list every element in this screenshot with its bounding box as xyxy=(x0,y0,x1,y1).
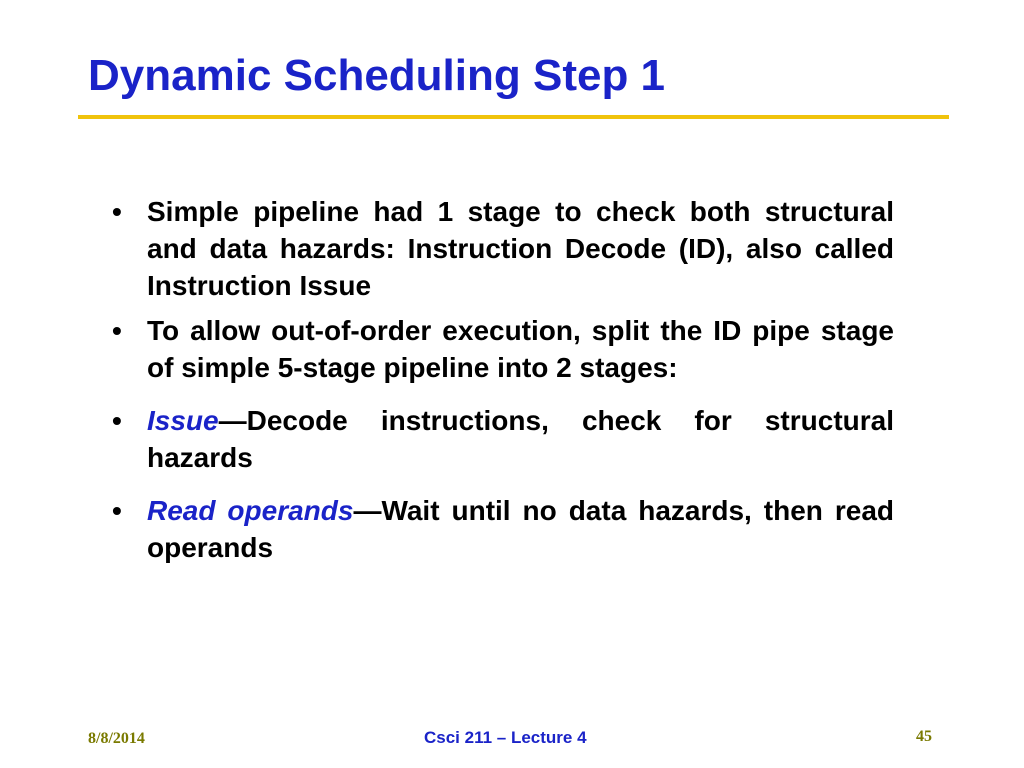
title-divider xyxy=(78,115,949,119)
bullet-emphasis: Issue xyxy=(147,405,219,436)
bullet-text: Simple pipeline had 1 stage to check both structural and data hazards: Instruction Decode (ID), also called Instruction Issue xyxy=(147,196,894,301)
bullet-list xyxy=(110,193,894,566)
bullet-item xyxy=(110,193,894,304)
bullet-text: —Decode instructions, check for structural hazards xyxy=(147,405,894,473)
bullet-dot-icon: • xyxy=(112,405,122,436)
footer-page-number: 45 xyxy=(916,728,932,745)
bullet-text: —Wait until no data hazards, then read operands xyxy=(147,495,894,563)
slide-title: Dynamic Scheduling Step 1 xyxy=(88,51,666,100)
bullet-dot-icon: • xyxy=(112,315,122,346)
footer-date: 8/8/2014 xyxy=(88,730,145,747)
bullet-item xyxy=(110,402,894,476)
bullet-item xyxy=(110,492,894,566)
bullet-emphasis: Read operands xyxy=(147,495,354,526)
bullet-item xyxy=(110,312,894,386)
bullet-dot-icon: • xyxy=(112,495,122,526)
bullet-text: To allow out-of-order execution, split the ID pipe stage of simple 5-stage pipeline into 2 stages: xyxy=(147,315,894,383)
bullet-dot-icon: • xyxy=(112,196,122,227)
footer-course: Csci 211 – Lecture 4 xyxy=(424,728,587,747)
